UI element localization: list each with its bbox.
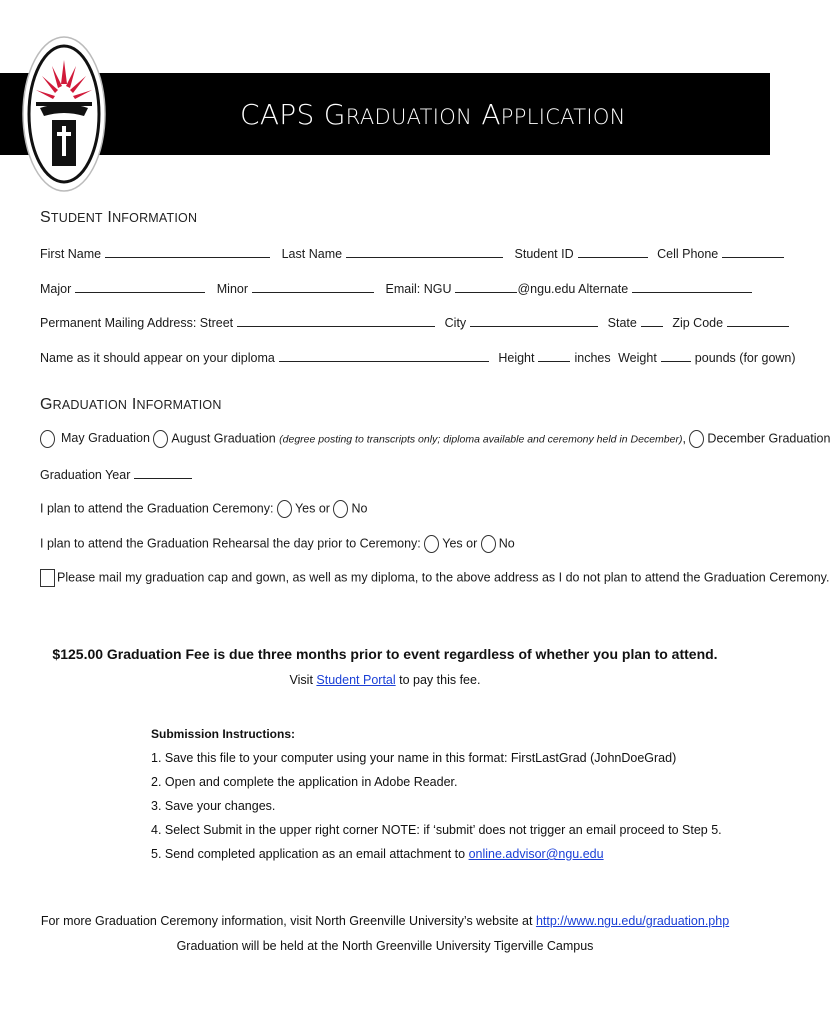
may-graduation-radio[interactable] <box>40 430 55 448</box>
advisor-email-link[interactable]: online.advisor@ngu.edu <box>468 847 604 861</box>
last-name-field[interactable] <box>346 247 503 258</box>
state-field[interactable] <box>641 316 663 327</box>
major-field[interactable] <box>75 282 205 293</box>
submission-step: 1. Save this file to your computer using your name in this format: FirstLastGrad (JohnDoeGrad) <box>151 751 677 765</box>
zip-field[interactable] <box>727 316 789 327</box>
cell-phone-field[interactable] <box>722 247 784 258</box>
graduation-info-heading: GRADUATION INFORMATION <box>40 396 222 413</box>
mail-option-row: Please mail my graduation cap and gown, as well as my diploma, to the above address as I do not plan to attend the Graduation Ceremony. <box>40 569 829 587</box>
first-name-field[interactable] <box>105 247 270 258</box>
august-graduation-radio[interactable] <box>153 430 168 448</box>
submission-step-email: 5. Send completed application as an email attachment to online.advisor@ngu.edu <box>151 847 604 861</box>
fee-notice: $125.00 Graduation Fee is due three months prior to event regardless of whether you plan to attend. <box>52 646 718 662</box>
diploma-name-field[interactable] <box>279 351 489 362</box>
city-field[interactable] <box>470 316 598 327</box>
submission-step: 3. Save your changes. <box>151 799 276 813</box>
major-row: Major Minor Email: NGU @ngu.edu Alternate <box>40 282 756 296</box>
submission-step: 4. Select Submit in the upper right corner NOTE: if ‘submit’ does not trigger an email proceed to Step 5. <box>151 823 722 837</box>
weight-field[interactable] <box>661 351 691 362</box>
graduation-website-link[interactable]: http://www.ngu.edu/graduation.php <box>535 914 730 928</box>
rehearsal-yes-radio[interactable] <box>424 535 439 553</box>
december-graduation-radio[interactable] <box>689 430 704 448</box>
rehearsal-row: I plan to attend the Graduation Rehearsal the day prior to Ceremony: Yes or No <box>40 535 515 553</box>
submission-step: 2. Open and complete the application in Adobe Reader. <box>151 775 458 789</box>
minor-field[interactable] <box>252 282 374 293</box>
rehearsal-no-radio[interactable] <box>481 535 496 553</box>
alternate-email-field[interactable] <box>632 282 752 293</box>
footer-info-line: For more Graduation Ceremony information, visit North Greenville University’s website at http://www.ngu.edu/graduation.php <box>40 914 730 928</box>
name-row: First Name Last Name Student ID Cell Phone <box>40 247 788 261</box>
address-row: Permanent Mailing Address: Street City State Zip Code <box>40 316 793 330</box>
university-seal-logo <box>22 36 106 192</box>
footer-campus-line: Graduation will be held at the North Greenville University Tigerville Campus <box>176 939 594 953</box>
graduation-year-row: Graduation Year <box>40 468 196 482</box>
ceremony-yes-radio[interactable] <box>277 500 292 518</box>
page-title: CAPS GRADUATION APPLICATION <box>240 98 626 131</box>
height-field[interactable] <box>538 351 570 362</box>
student-portal-link[interactable]: Student Portal <box>316 673 396 687</box>
student-info-heading: STUDENT INFORMATION <box>40 209 198 226</box>
submission-heading: Submission Instructions: <box>151 727 296 741</box>
fee-visit-line: Visit Student Portal to pay this fee. <box>289 673 481 687</box>
ceremony-row: I plan to attend the Graduation Ceremony: Yes or No <box>40 500 367 518</box>
graduation-term-row: May Graduation August Graduation (degree posting to transcripts only; diploma available and ceremony held in December), December Graduation <box>40 430 830 448</box>
diploma-row: Name as it should appear on your diploma Height inches Weight pounds (for gown) <box>40 351 796 365</box>
mail-option-checkbox[interactable] <box>40 569 55 587</box>
ceremony-no-radio[interactable] <box>333 500 348 518</box>
graduation-year-field[interactable] <box>134 468 192 479</box>
street-field[interactable] <box>237 316 435 327</box>
email-field[interactable] <box>455 282 517 293</box>
student-id-field[interactable] <box>578 247 648 258</box>
